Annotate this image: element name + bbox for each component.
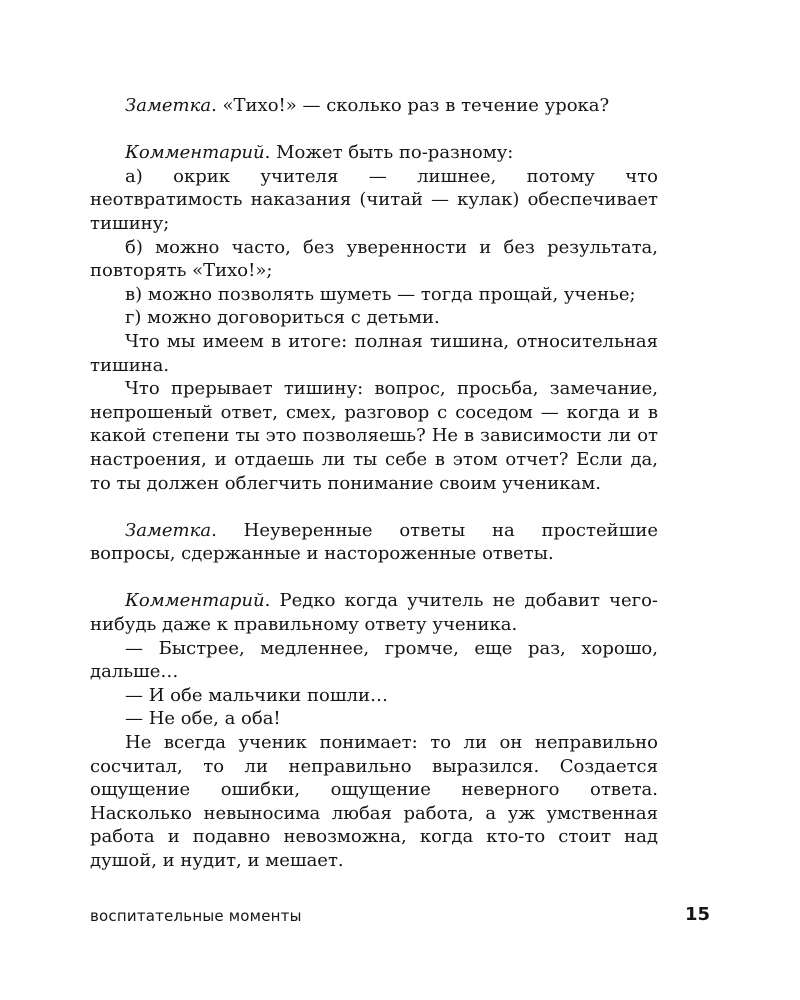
- page-body: [90, 94, 658, 873]
- silence-breaks-paragraph: Что прерывает тишину: вопрос, просьба, замечание, непрошеный ответ, смех, разговор с соседом — когда и в какой степени ты это позволяешь? Не в зависимости ли от настроения, и отдаешь ли ты себе в этом отчет? Если да, то ты должен облегчить понимание своим ученикам.: [90, 378, 658, 494]
- book-page: [90, 0, 710, 1000]
- comment-text: . Редко когда учитель не добавит чего-нибудь даже к правильному ответу ученика.: [90, 590, 658, 636]
- comment-text: . Может быть по-разному:: [264, 142, 514, 164]
- list-item-d: г) можно договориться с детьми.: [125, 307, 440, 329]
- list-item-a: а) окрик учителя — лишнее, потому что неотвратимость наказания (читай — кулак) обеспечивает тишину;: [90, 165, 658, 234]
- dialog-line: — И обе мальчики пошли…: [125, 684, 389, 706]
- page-number: 15: [684, 904, 710, 925]
- note-label: Заметка: [125, 95, 212, 116]
- note-label: Заметка: [125, 519, 212, 541]
- note-text: . «Тихо!» — сколько раз в течение урока?: [211, 95, 610, 116]
- note-text: . Неуверенные ответы на простейшие вопросы, сдержанные и настороженные ответы.: [90, 519, 658, 565]
- list-item-c: в) можно позволять шуметь — тогда прощай, ученье;: [125, 283, 636, 305]
- result-paragraph: Что мы имеем в итоге: полная тишина, относительная тишина.: [90, 330, 658, 376]
- list-item-b: б) можно часто, без уверенности и без результата, повторять «Тихо!»;: [90, 236, 658, 282]
- running-title: воспитательные моменты: [90, 907, 302, 925]
- dialog-line: — Быстрее, медленнее, громче, еще раз, хорошо, дальше…: [90, 637, 658, 683]
- dialog-line: — Не обе, а оба!: [125, 708, 281, 730]
- comment-label: Комментарий: [125, 142, 265, 164]
- comment-label: Комментарий: [125, 590, 265, 612]
- comment-paragraph: [90, 589, 658, 636]
- note-paragraph: [90, 519, 658, 566]
- final-paragraph: Не всегда ученик понимает: то ли он неправильно сосчитал, то ли неправильно выразился. Создается ощущение ошибки, ощущение неверного ответа. Насколько невыносима любая работа, а уж умственная работа и подавно невозможна, когда кто-то стоит над душой, и нудит, и мешает.: [90, 732, 658, 871]
- comment-paragraph: [90, 141, 658, 165]
- note-paragraph: [90, 94, 658, 118]
